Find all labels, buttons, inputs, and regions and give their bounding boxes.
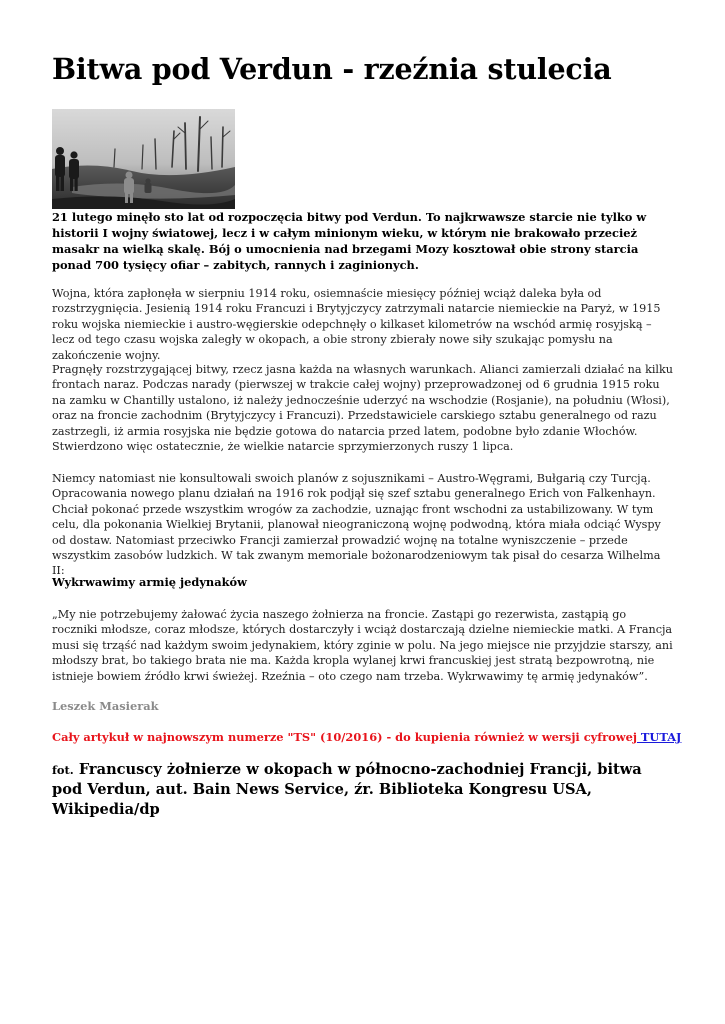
article-quote: „My nie potrzebujemy żałować życia naszego żołnierza na froncie. Zastąpi go rezerwista, zastąpią go roczniki młodsze, coraz młodsze, których dostarczyły i wciąż dostarczają dzielne niemieckie matki. A Francja musi się trząść nad każdym swoim jedynakiem, który zginie w polu. Na jego miejsce nie przyjdzie starszy, ani młodszy brat, bo takiego brata nie ma. Każda kropla wylanej krwi francuskiej jest stratą bezpowrotną, nie istnieje bowiem źródło krwi świeżej. Rzeźnia – oto czego nam trzeba. Wykrwawimy tę armię jedynaków”. (52, 608, 673, 683)
article-paragraph-3: Niemcy natomiast nie konsultowali swoich planów z sojusznikami – Austro-Węgrami, Bułgarią czy Turcją. Opracowania nowego planu działań na 1916 rok podjął się szef sztabu generalnego Erich von Falkenhayn. Chciał pokonać przede wszystkim wrogów za zachodzie, uznając front wschodni za ustabilizowany. W tym celu, dla pokonania Wielkiej Brytanii, planował nieograniczoną wojnę podwodną, która miała odciąć Wyspy od dostaw. Natomiast przeciwko Francji zamierzał prowadzić wojnę na totalne wyniszczenie – przede wszystkim zasobów ludzkich. W tak zwanym memoriale bożonarodzeniowym tak pisał do cesarza Wilhelma II: (52, 472, 661, 578)
caption-text: Francuscy żołnierze w okopach w północno-zachodniej Francji, bitwa pod Verdun, aut. Bain News Service, źr. Biblioteka Kongresu USA, Wikipedia/dp (52, 761, 642, 818)
article-lead: 21 lutego minęło sto lat od rozpoczęcia bitwy pod Verdun. To najkrwawsze starcie nie tylko w historii I wojny światowej, lecz i w całym minionym wieku, w którym nie brakowało przecież masakr na wielką skalę. Bój o umocnienia nad brzegami Mozy kosztował obie strony starcia ponad 700 tysięcy ofiar – zabitych, rannych i zaginionych. (52, 210, 647, 272)
article-paragraph-1: Wojna, która zapłonęła w sierpniu 1914 roku, osiemnaście miesięcy później wciąż daleka była od rozstrzygnięcia. Jesienią 1914 roku Francuzi i Brytyjczycy zatrzymali natarcie niemieckie na Paryż, w 1915 roku wojska niemieckie i austro-węgierskie odepchnęły o kilkaset kilometrów na wschód armię rosyjską – lecz od tego czasu wojska zaległy w okopach, a obie strony zbierały nowe siły szukając pomysłu na zakończenie wojny. (52, 287, 661, 362)
promo-link[interactable]: TUTAJ (636, 730, 682, 744)
promo-line (52, 730, 681, 744)
promo-text: Cały artykuł w najnowszym numerze "TS" (10/2016) - do kupienia również w wersji cyfrowej (52, 730, 637, 744)
caption-prefix: fot. (52, 763, 74, 777)
photo-caption (52, 760, 674, 820)
article-subheading: Wykrwawimy armię jedynaków (52, 575, 247, 589)
article-photo (52, 109, 235, 209)
article-author: Leszek Masierak (52, 699, 159, 713)
article-title: Bitwa pod Verdun - rzeźnia stulecia (52, 52, 612, 86)
article-paragraph-2: Pragnęły rozstrzygającej bitwy, rzecz jasna każda na własnych warunkach. Alianci zamierzali działać na kilku frontach naraz. Podczas narady (pierwszej w trakcie całej wojny) przeprowadzonej od 6 grudnia 1915 roku na zamku w Chantilly ustalono, iż należy jednocześnie uderzyć na wschodzie (Rosjanie), na południu (Włosi), oraz na froncie zachodnim (Brytyjczycy i Francuzi). Przedstawiciele carskiego sztabu generalnego od razu zastrzegli, iż armia rosyjska nie będzie gotowa do natarcia przed latem, podobne było zdanie Włochów. Stwierdzono więc ostatecznie, że wielkie natarcie sprzymierzonych ruszy 1 lipca. (52, 363, 673, 454)
